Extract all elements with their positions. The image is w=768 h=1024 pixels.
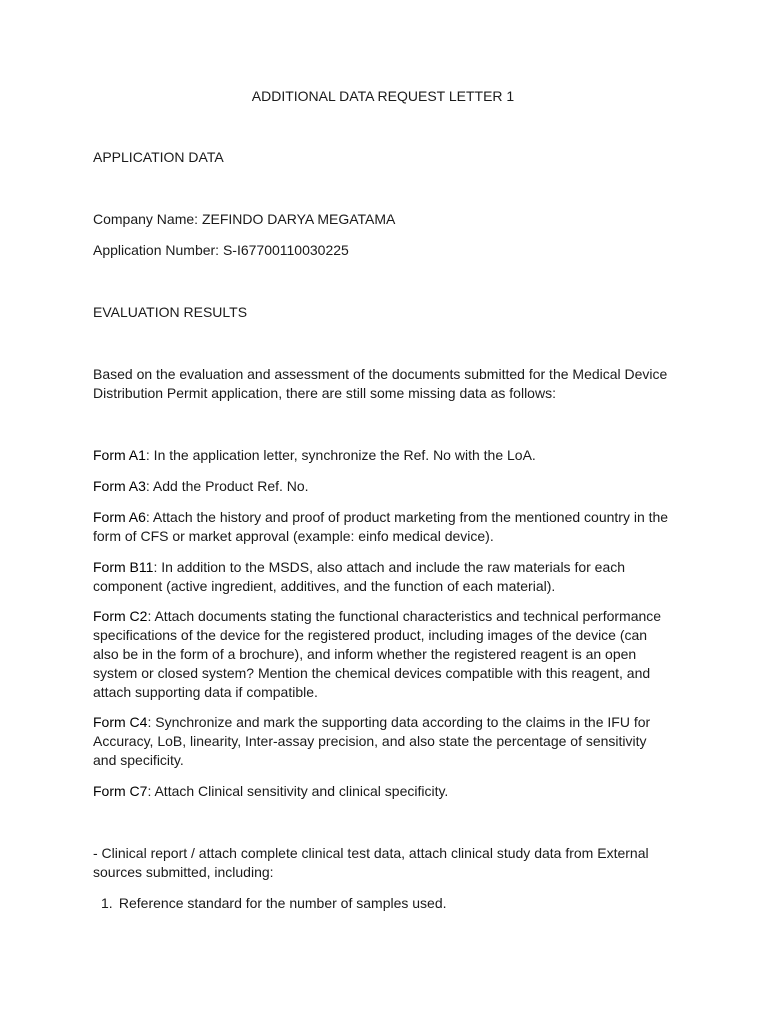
clinical-list-item bbox=[101, 894, 671, 913]
evaluation-intro: Based on the evaluation and assessment of the documents submitted for the Medical Device Distribution Permit application, there are still some missing data as follows: bbox=[93, 366, 668, 401]
list-number: 1. bbox=[101, 895, 113, 911]
form-a1-text: : In the application letter, synchronize the Ref. No with the LoA. bbox=[145, 447, 536, 463]
form-c4-text: : Synchronize and mark the supporting data according to the claims in the IFU for Accuracy, LoB, linearity, Inter-assay precision, and also state the percentage of sensitivity and specificity. bbox=[93, 714, 651, 768]
form-b11-item bbox=[93, 558, 673, 596]
form-c2-item bbox=[93, 607, 673, 702]
form-c4-label: Form C4 bbox=[93, 714, 148, 730]
form-a3-text: : Add the Product Ref. No. bbox=[145, 478, 309, 494]
clinical-report-note: - Clinical report / attach complete clinical test data, attach clinical study data from External sources submitted, including: bbox=[93, 845, 649, 880]
evaluation-results-heading: EVALUATION RESULTS bbox=[93, 304, 248, 320]
form-c4-item bbox=[93, 713, 673, 770]
form-c7-text: : Attach Clinical sensitivity and clinical specificity. bbox=[147, 783, 449, 799]
company-name-value: ZEFINDO DARYA MEGATAMA bbox=[201, 211, 396, 227]
document-title: ADDITIONAL DATA REQUEST LETTER 1 bbox=[251, 88, 515, 104]
list-item-text: Reference standard for the number of samples used. bbox=[118, 895, 447, 911]
company-name-line bbox=[93, 210, 673, 229]
form-a3-item bbox=[93, 477, 673, 496]
form-b11-label: Form B11 bbox=[93, 559, 154, 575]
form-c7-label: Form C7 bbox=[93, 783, 148, 799]
form-b11-text: : In addition to the MSDS, also attach and include the raw materials for each component (active ingredient, additives, and the function of each material). bbox=[93, 559, 626, 594]
application-number-value: S-I67700110030225 bbox=[222, 242, 349, 258]
form-a6-item bbox=[93, 508, 673, 546]
form-a1-item bbox=[93, 446, 673, 465]
form-a1-label: Form A1 bbox=[93, 447, 146, 463]
form-c2-label: Form C2 bbox=[93, 608, 148, 624]
form-a6-label: Form A6 bbox=[93, 509, 146, 525]
company-name-label: Company Name: bbox=[93, 211, 199, 227]
form-c2-text: : Attach documents stating the functional characteristics and technical performance specifications of the device for the registered product, including images of the device (can also be in the form of a brochure), and inform whether the registered reagent is an open system or closed system? Mention the chemical devices compatible with this reagent, and attach supporting data if compatible. bbox=[93, 608, 662, 700]
application-number-line bbox=[93, 241, 673, 260]
form-c7-item bbox=[93, 782, 673, 801]
application-number-label: Application Number: bbox=[93, 242, 220, 258]
form-a6-text: : Attach the history and proof of product marketing from the mentioned country in the form of CFS or market approval (example: einfo medical device). bbox=[93, 509, 669, 544]
application-data-heading: APPLICATION DATA bbox=[93, 149, 224, 165]
form-a3-label: Form A3 bbox=[93, 478, 146, 494]
